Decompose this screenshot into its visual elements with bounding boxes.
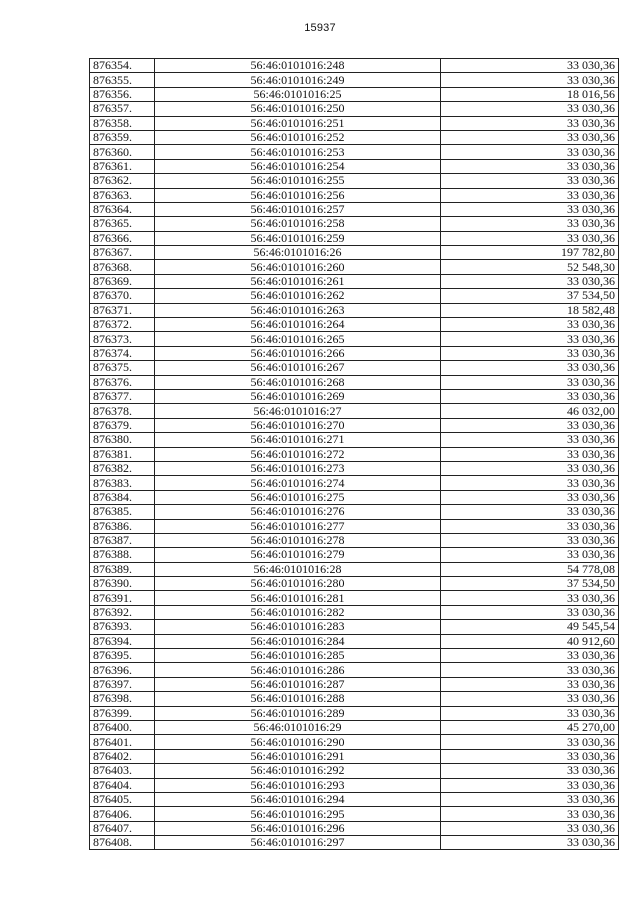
row-number-cell: 876373. <box>90 332 155 346</box>
cadastral-number-cell: 56:46:0101016:272 <box>155 447 441 461</box>
row-number-cell: 876378. <box>90 404 155 418</box>
table-row <box>90 836 619 850</box>
row-number-cell: 876399. <box>90 706 155 720</box>
cadastral-value-cell: 33 030,36 <box>441 505 619 519</box>
table-row <box>90 533 619 547</box>
cadastral-number-cell: 56:46:0101016:250 <box>155 102 441 116</box>
table-row <box>90 102 619 116</box>
row-number-cell: 876376. <box>90 375 155 389</box>
table-row <box>90 505 619 519</box>
table-row <box>90 634 619 648</box>
cadastral-number-cell: 56:46:0101016:277 <box>155 519 441 533</box>
row-number-cell: 876357. <box>90 102 155 116</box>
row-number-cell: 876368. <box>90 260 155 274</box>
cadastral-number-cell: 56:46:0101016:270 <box>155 418 441 432</box>
cadastral-value-cell: 18 016,56 <box>441 87 619 101</box>
table-body <box>90 59 619 850</box>
table-row <box>90 649 619 663</box>
cadastral-number-cell: 56:46:0101016:288 <box>155 692 441 706</box>
table-row <box>90 792 619 806</box>
cadastral-value-cell: 33 030,36 <box>441 476 619 490</box>
table-row <box>90 274 619 288</box>
cadastral-value-cell: 33 030,36 <box>441 735 619 749</box>
table-row <box>90 418 619 432</box>
cadastral-number-cell: 56:46:0101016:281 <box>155 591 441 605</box>
table-row <box>90 821 619 835</box>
table-row <box>90 692 619 706</box>
cadastral-number-cell: 56:46:0101016:271 <box>155 433 441 447</box>
table-row <box>90 591 619 605</box>
row-number-cell: 876395. <box>90 649 155 663</box>
table-row <box>90 605 619 619</box>
row-number-cell: 876407. <box>90 821 155 835</box>
cadastral-number-cell: 56:46:0101016:256 <box>155 188 441 202</box>
row-number-cell: 876354. <box>90 59 155 73</box>
cadastral-number-cell: 56:46:0101016:29 <box>155 720 441 734</box>
cadastral-number-cell: 56:46:0101016:287 <box>155 677 441 691</box>
row-number-cell: 876372. <box>90 318 155 332</box>
cadastral-value-cell: 33 030,36 <box>441 361 619 375</box>
cadastral-number-cell: 56:46:0101016:258 <box>155 217 441 231</box>
cadastral-value-cell: 45 270,00 <box>441 720 619 734</box>
cadastral-value-cell: 33 030,36 <box>441 274 619 288</box>
row-number-cell: 876358. <box>90 116 155 130</box>
row-number-cell: 876359. <box>90 130 155 144</box>
cadastral-value-cell: 33 030,36 <box>441 389 619 403</box>
cadastral-value-cell: 33 030,36 <box>441 692 619 706</box>
row-number-cell: 876389. <box>90 562 155 576</box>
cadastral-value-cell: 33 030,36 <box>441 663 619 677</box>
cadastral-number-cell: 56:46:0101016:284 <box>155 634 441 648</box>
cadastral-number-cell: 56:46:0101016:257 <box>155 202 441 216</box>
cadastral-number-cell: 56:46:0101016:283 <box>155 620 441 634</box>
row-number-cell: 876377. <box>90 389 155 403</box>
row-number-cell: 876365. <box>90 217 155 231</box>
cadastral-number-cell: 56:46:0101016:253 <box>155 145 441 159</box>
cadastral-value-table <box>89 58 619 850</box>
cadastral-number-cell: 56:46:0101016:291 <box>155 749 441 763</box>
table-row <box>90 346 619 360</box>
cadastral-number-cell: 56:46:0101016:249 <box>155 73 441 87</box>
table-row <box>90 332 619 346</box>
cadastral-number-cell: 56:46:0101016:274 <box>155 476 441 490</box>
cadastral-number-cell: 56:46:0101016:273 <box>155 461 441 475</box>
cadastral-number-cell: 56:46:0101016:280 <box>155 577 441 591</box>
cadastral-value-cell: 33 030,36 <box>441 447 619 461</box>
cadastral-value-cell: 33 030,36 <box>441 677 619 691</box>
cadastral-value-cell: 52 548,30 <box>441 260 619 274</box>
table-row <box>90 577 619 591</box>
cadastral-number-cell: 56:46:0101016:26 <box>155 246 441 260</box>
cadastral-number-cell: 56:46:0101016:276 <box>155 505 441 519</box>
page-number: 15937 <box>304 22 336 34</box>
row-number-cell: 876391. <box>90 591 155 605</box>
table-row <box>90 174 619 188</box>
cadastral-number-cell: 56:46:0101016:285 <box>155 649 441 663</box>
table-row <box>90 548 619 562</box>
row-number-cell: 876379. <box>90 418 155 432</box>
table-row <box>90 130 619 144</box>
table-row <box>90 519 619 533</box>
cadastral-value-cell: 33 030,36 <box>441 490 619 504</box>
table-row <box>90 318 619 332</box>
cadastral-number-cell: 56:46:0101016:264 <box>155 318 441 332</box>
cadastral-number-cell: 56:46:0101016:269 <box>155 389 441 403</box>
cadastral-number-cell: 56:46:0101016:260 <box>155 260 441 274</box>
cadastral-number-cell: 56:46:0101016:251 <box>155 116 441 130</box>
row-number-cell: 876390. <box>90 577 155 591</box>
cadastral-value-cell: 40 912,60 <box>441 634 619 648</box>
row-number-cell: 876384. <box>90 490 155 504</box>
cadastral-value-cell: 33 030,36 <box>441 807 619 821</box>
cadastral-number-cell: 56:46:0101016:265 <box>155 332 441 346</box>
cadastral-number-cell: 56:46:0101016:255 <box>155 174 441 188</box>
cadastral-value-cell: 33 030,36 <box>441 792 619 806</box>
cadastral-value-cell: 33 030,36 <box>441 764 619 778</box>
row-number-cell: 876406. <box>90 807 155 821</box>
cadastral-value-cell: 33 030,36 <box>441 202 619 216</box>
cadastral-number-cell: 56:46:0101016:248 <box>155 59 441 73</box>
cadastral-number-cell: 56:46:0101016:254 <box>155 159 441 173</box>
table-row <box>90 289 619 303</box>
cadastral-number-cell: 56:46:0101016:263 <box>155 303 441 317</box>
row-number-cell: 876355. <box>90 73 155 87</box>
cadastral-value-cell: 33 030,36 <box>441 548 619 562</box>
cadastral-value-cell: 33 030,36 <box>441 102 619 116</box>
cadastral-value-cell: 33 030,36 <box>441 649 619 663</box>
table-row <box>90 404 619 418</box>
cadastral-value-cell: 33 030,36 <box>441 318 619 332</box>
table-row <box>90 677 619 691</box>
cadastral-number-cell: 56:46:0101016:293 <box>155 778 441 792</box>
cadastral-value-cell: 33 030,36 <box>441 116 619 130</box>
cadastral-number-cell: 56:46:0101016:295 <box>155 807 441 821</box>
table-row <box>90 202 619 216</box>
row-number-cell: 876356. <box>90 87 155 101</box>
cadastral-value-cell: 33 030,36 <box>441 174 619 188</box>
cadastral-value-cell: 33 030,36 <box>441 188 619 202</box>
cadastral-value-cell: 33 030,36 <box>441 59 619 73</box>
row-number-cell: 876380. <box>90 433 155 447</box>
row-number-cell: 876369. <box>90 274 155 288</box>
row-number-cell: 876360. <box>90 145 155 159</box>
cadastral-value-cell: 33 030,36 <box>441 749 619 763</box>
row-number-cell: 876367. <box>90 246 155 260</box>
cadastral-number-cell: 56:46:0101016:266 <box>155 346 441 360</box>
cadastral-value-cell: 33 030,36 <box>441 332 619 346</box>
cadastral-number-cell: 56:46:0101016:282 <box>155 605 441 619</box>
row-number-cell: 876371. <box>90 303 155 317</box>
cadastral-value-cell: 33 030,36 <box>441 821 619 835</box>
cadastral-number-cell: 56:46:0101016:262 <box>155 289 441 303</box>
cadastral-number-cell: 56:46:0101016:275 <box>155 490 441 504</box>
table-row <box>90 807 619 821</box>
cadastral-number-cell: 56:46:0101016:279 <box>155 548 441 562</box>
row-number-cell: 876398. <box>90 692 155 706</box>
table-row <box>90 361 619 375</box>
table-row <box>90 217 619 231</box>
cadastral-value-cell: 33 030,36 <box>441 375 619 389</box>
row-number-cell: 876393. <box>90 620 155 634</box>
table-row <box>90 231 619 245</box>
cadastral-value-cell: 49 545,54 <box>441 620 619 634</box>
cadastral-value-cell: 54 778,08 <box>441 562 619 576</box>
row-number-cell: 876405. <box>90 792 155 806</box>
cadastral-number-cell: 56:46:0101016:286 <box>155 663 441 677</box>
row-number-cell: 876401. <box>90 735 155 749</box>
row-number-cell: 876400. <box>90 720 155 734</box>
table-row <box>90 490 619 504</box>
table-row <box>90 461 619 475</box>
table-row <box>90 303 619 317</box>
cadastral-value-cell: 33 030,36 <box>441 836 619 850</box>
row-number-cell: 876361. <box>90 159 155 173</box>
row-number-cell: 876366. <box>90 231 155 245</box>
table-row <box>90 620 619 634</box>
table-row <box>90 735 619 749</box>
table-row <box>90 116 619 130</box>
cadastral-value-cell: 197 782,80 <box>441 246 619 260</box>
table-row <box>90 159 619 173</box>
table-row <box>90 476 619 490</box>
table-row <box>90 87 619 101</box>
table-row <box>90 375 619 389</box>
cadastral-value-cell: 33 030,36 <box>441 130 619 144</box>
table-row <box>90 764 619 778</box>
cadastral-value-cell: 33 030,36 <box>441 461 619 475</box>
row-number-cell: 876402. <box>90 749 155 763</box>
table-row <box>90 749 619 763</box>
cadastral-value-cell: 18 582,48 <box>441 303 619 317</box>
row-number-cell: 876387. <box>90 533 155 547</box>
row-number-cell: 876386. <box>90 519 155 533</box>
row-number-cell: 876385. <box>90 505 155 519</box>
cadastral-number-cell: 56:46:0101016:296 <box>155 821 441 835</box>
row-number-cell: 876394. <box>90 634 155 648</box>
cadastral-value-cell: 33 030,36 <box>441 519 619 533</box>
cadastral-number-cell: 56:46:0101016:289 <box>155 706 441 720</box>
table-row <box>90 246 619 260</box>
row-number-cell: 876403. <box>90 764 155 778</box>
table-row <box>90 389 619 403</box>
cadastral-value-cell: 33 030,36 <box>441 418 619 432</box>
cadastral-value-cell: 33 030,36 <box>441 145 619 159</box>
cadastral-number-cell: 56:46:0101016:297 <box>155 836 441 850</box>
table-row <box>90 59 619 73</box>
row-number-cell: 876363. <box>90 188 155 202</box>
table-row <box>90 706 619 720</box>
cadastral-value-cell: 33 030,36 <box>441 433 619 447</box>
row-number-cell: 876392. <box>90 605 155 619</box>
cadastral-number-cell: 56:46:0101016:252 <box>155 130 441 144</box>
cadastral-value-cell: 33 030,36 <box>441 778 619 792</box>
row-number-cell: 876381. <box>90 447 155 461</box>
cadastral-number-cell: 56:46:0101016:27 <box>155 404 441 418</box>
table-row <box>90 145 619 159</box>
table-row <box>90 720 619 734</box>
row-number-cell: 876397. <box>90 677 155 691</box>
cadastral-number-cell: 56:46:0101016:267 <box>155 361 441 375</box>
table-row <box>90 663 619 677</box>
row-number-cell: 876375. <box>90 361 155 375</box>
row-number-cell: 876382. <box>90 461 155 475</box>
row-number-cell: 876364. <box>90 202 155 216</box>
table-row <box>90 447 619 461</box>
cadastral-value-cell: 33 030,36 <box>441 533 619 547</box>
cadastral-number-cell: 56:46:0101016:294 <box>155 792 441 806</box>
cadastral-number-cell: 56:46:0101016:261 <box>155 274 441 288</box>
row-number-cell: 876408. <box>90 836 155 850</box>
row-number-cell: 876383. <box>90 476 155 490</box>
cadastral-value-cell: 37 534,50 <box>441 289 619 303</box>
cadastral-number-cell: 56:46:0101016:25 <box>155 87 441 101</box>
row-number-cell: 876388. <box>90 548 155 562</box>
cadastral-value-cell: 33 030,36 <box>441 231 619 245</box>
cadastral-value-cell: 33 030,36 <box>441 591 619 605</box>
row-number-cell: 876370. <box>90 289 155 303</box>
cadastral-value-cell: 33 030,36 <box>441 706 619 720</box>
table-row <box>90 260 619 274</box>
table-row <box>90 562 619 576</box>
cadastral-number-cell: 56:46:0101016:268 <box>155 375 441 389</box>
cadastral-value-cell: 37 534,50 <box>441 577 619 591</box>
row-number-cell: 876396. <box>90 663 155 677</box>
cadastral-value-cell: 46 032,00 <box>441 404 619 418</box>
cadastral-number-cell: 56:46:0101016:259 <box>155 231 441 245</box>
cadastral-value-cell: 33 030,36 <box>441 605 619 619</box>
cadastral-value-cell: 33 030,36 <box>441 217 619 231</box>
row-number-cell: 876362. <box>90 174 155 188</box>
cadastral-value-cell: 33 030,36 <box>441 73 619 87</box>
table-row <box>90 433 619 447</box>
cadastral-number-cell: 56:46:0101016:278 <box>155 533 441 547</box>
table-row <box>90 778 619 792</box>
cadastral-number-cell: 56:46:0101016:290 <box>155 735 441 749</box>
table-row <box>90 73 619 87</box>
row-number-cell: 876374. <box>90 346 155 360</box>
cadastral-number-cell: 56:46:0101016:28 <box>155 562 441 576</box>
cadastral-value-cell: 33 030,36 <box>441 346 619 360</box>
cadastral-value-cell: 33 030,36 <box>441 159 619 173</box>
cadastral-number-cell: 56:46:0101016:292 <box>155 764 441 778</box>
table-row <box>90 188 619 202</box>
row-number-cell: 876404. <box>90 778 155 792</box>
